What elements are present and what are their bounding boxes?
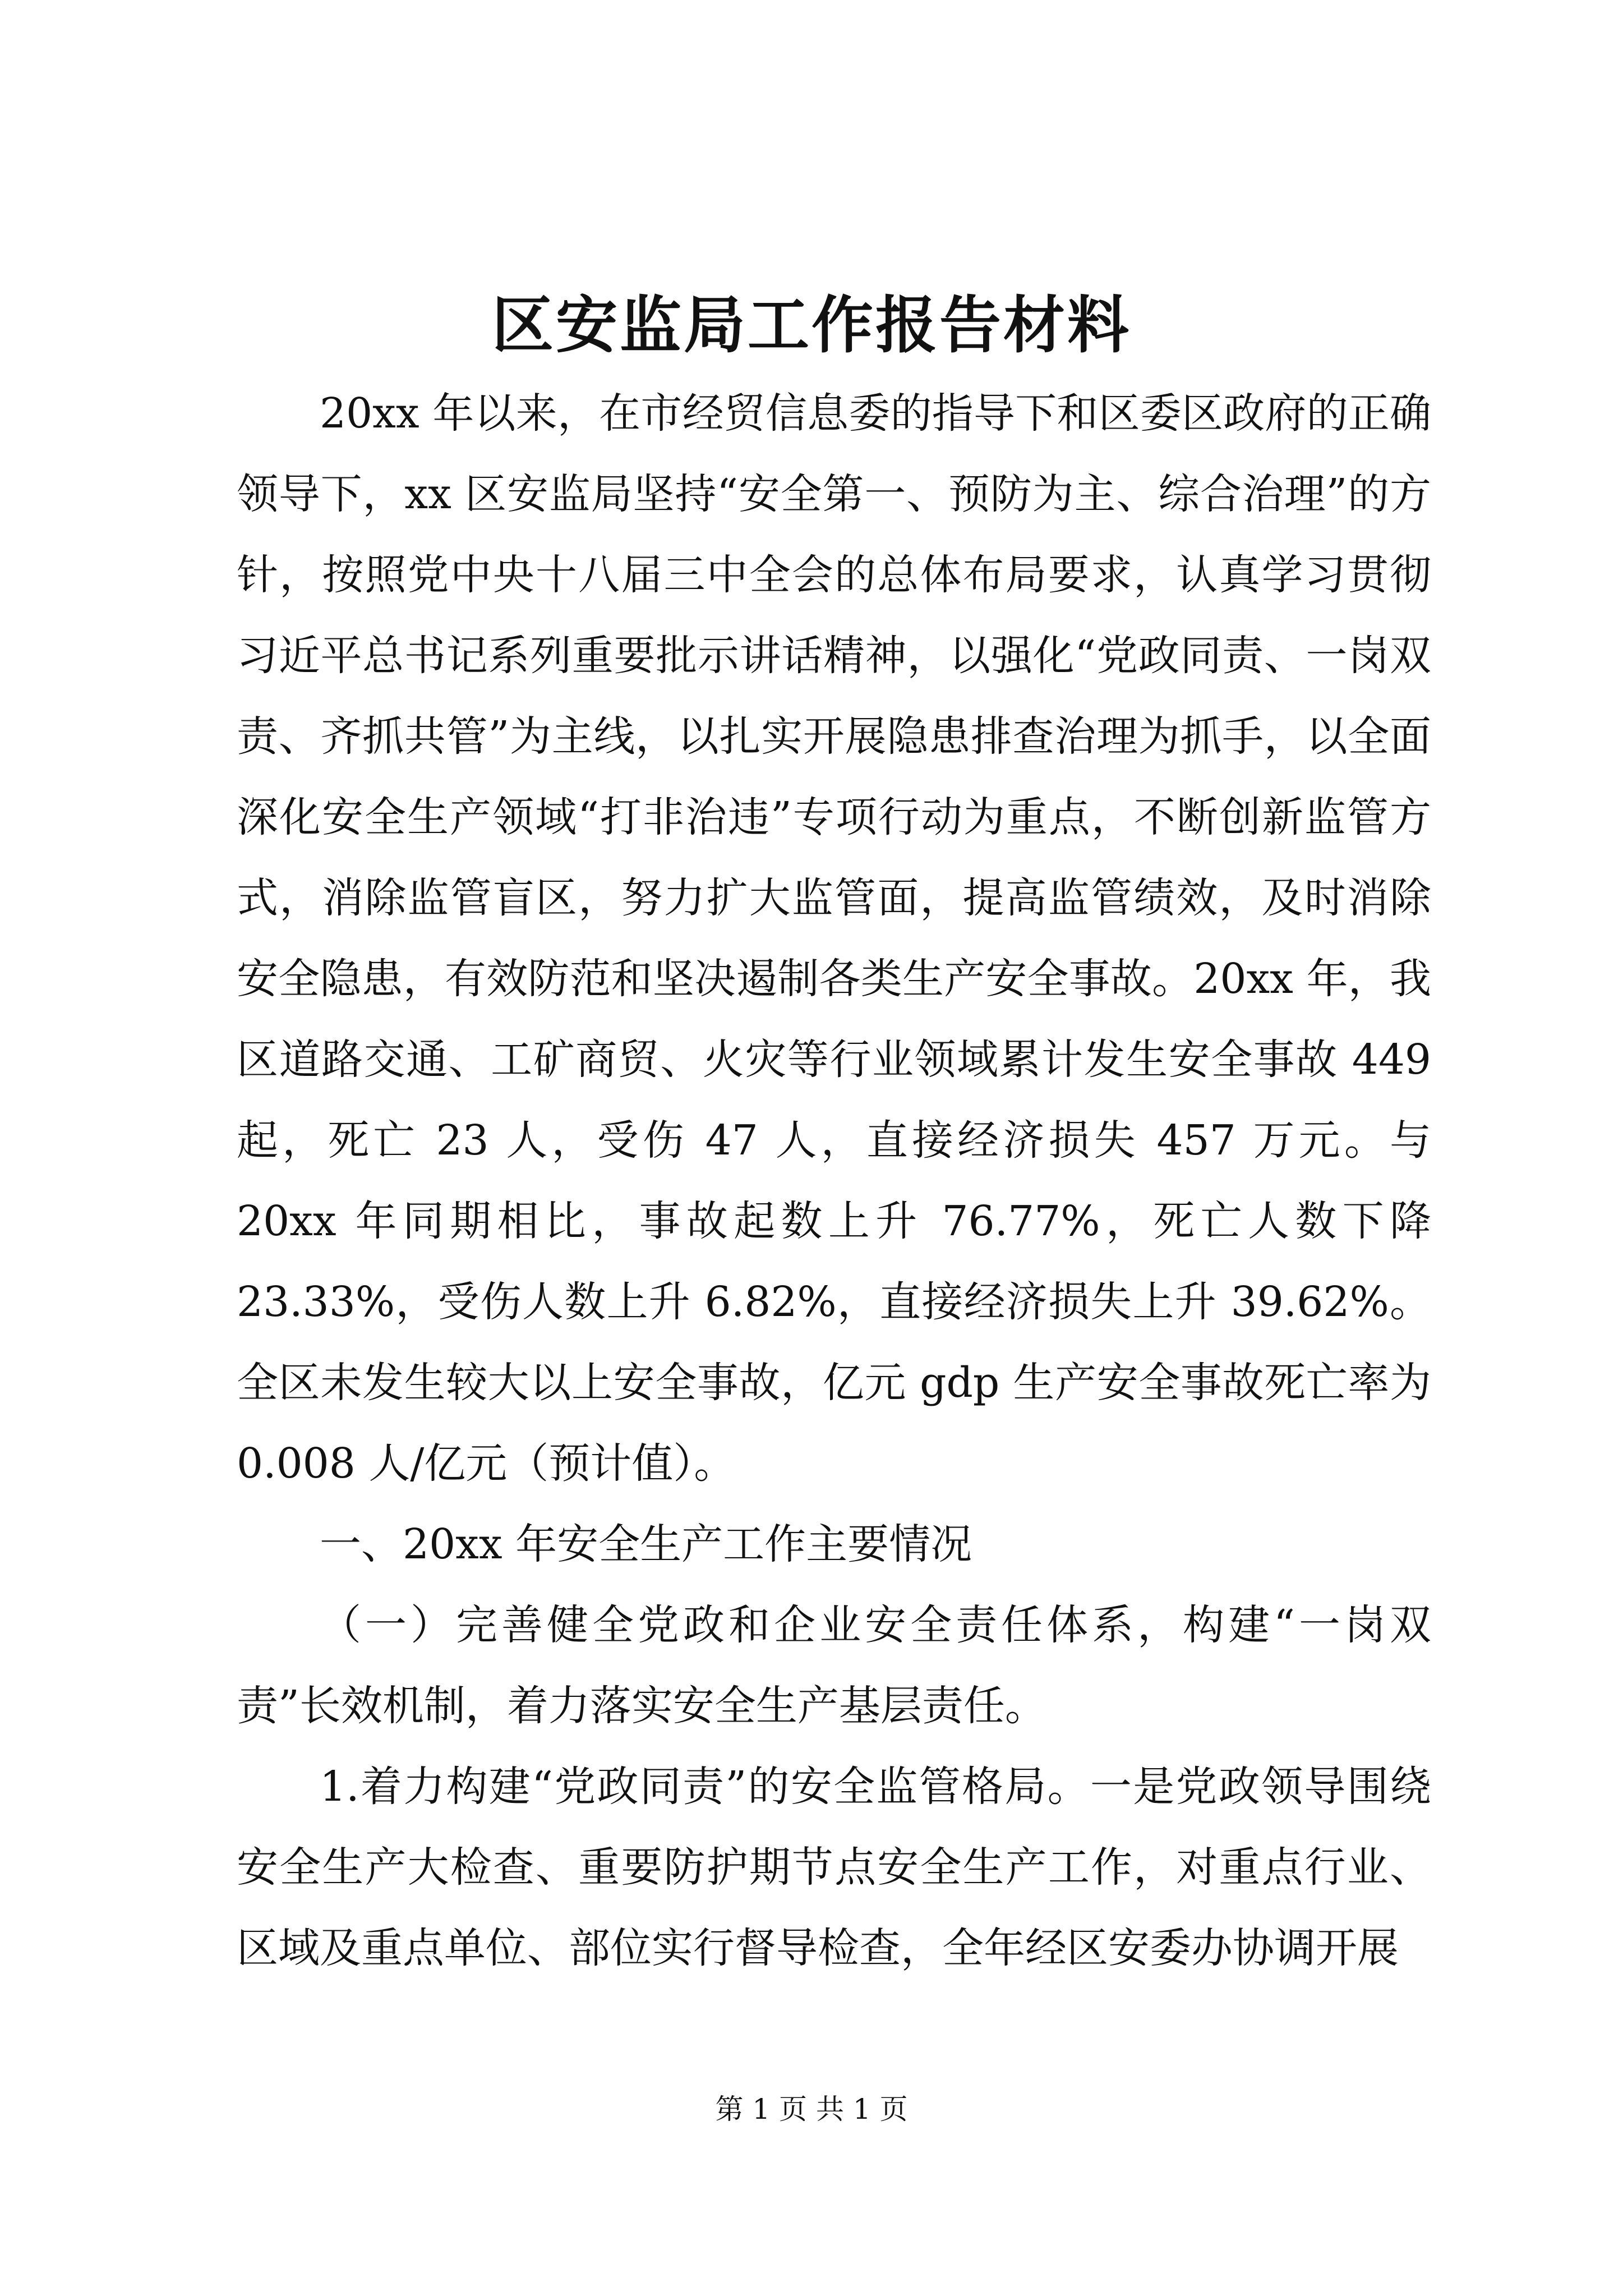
subsection-heading: （一）完善健全党政和企业安全责任体系，构建“一岗双责”长效机制，着力落实安全生产基层责任。 [237,1601,1431,1730]
paragraph-item-1: 1.着力构建“党政同责”的安全监管格局。一是党政领导围绕安全生产大检查、重要防护期节点安全生产工作，对重点行业、区域及重点单位、部位实行督导检查，全年经区安委办协调开展 [237,1763,1431,1972]
paragraph-intro: 20xx 年以来，在市经贸信息委的指导下和区委区政府的正确领导下，xx 区安监局坚持“安全第一、预防为主、综合治理”的方针，按照党中央十八届三中全会的总体布局要求，认真学习贯彻习近平总书记系列重要批示讲话精神，以强化“党政同责、一岗双责、齐抓共管”为主线，以扎实开展隐患排查治理为抓手，以全面深化安全生产领域“打非治违”专项行动为重点，不断创新监管方式，消除监管盲区，努力扩大监管面，提高监管绩效，及时消除安全隐患，有效防范和坚决遏制各类生产安全事故。20xx 年，我区道路交通、工矿商贸、火灾等行业领域累计发生安全事故 449 起，死亡 23 人，受伤 47 人，直接经济损失 457 万元。与 20xx 年同期相比，事故起数上升 76.77%，死亡人数下降 23.33%，受伤人数上升 6.82%，直接经济损失上升 39.62%。全区未发生较大以上安全事故，亿元 gdp 生产安全事故死亡率为 0.008 人/亿元（预计值）。 [237,389,1431,1488]
document-title: 区安监局工作报告材料 [492,289,1131,361]
section-heading: 一、20xx 年安全生产工作主要情况 [320,1520,972,1568]
page-footer: 第 1 页 共 1 页 [715,2093,908,2125]
document-body [237,373,1431,1989]
